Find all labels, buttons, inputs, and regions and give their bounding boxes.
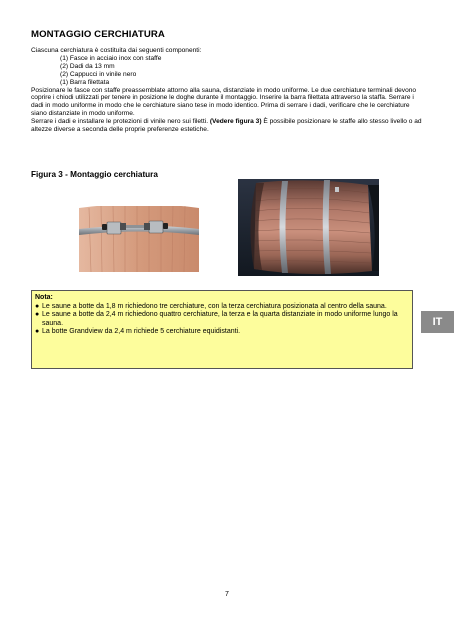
note-item [35,303,407,312]
instructions-paragraph-2 [31,118,426,134]
note-item [35,328,407,337]
bullet-icon: ● [35,328,40,336]
body-text [31,47,426,134]
note-item-text: Le saune a botte da 1,8 m richiedono tre cerchiature, con la terza cerchiatura posizionata al centro della sauna. [42,302,387,310]
barrel-sauna-photo [238,179,379,276]
component-item: (1) Barra filettata [60,78,110,86]
components-list [31,55,426,87]
note-box [31,290,413,369]
instructions-paragraph: Posizionare le fasce con staffe preassemblate attorno alla sauna, distanziate in modo uniforme. Le due cerchiature terminali devono coprire i chiodi utilizzati per tenere in posizione le doghe durante il montaggio. Inserire la barra filettata attraverso la staffa. Serrare i dadi in modo uniforme in modo che le cerchiature siano tese in modo identico. Prima di serrare i dadi, verificare che le cerchiature siano distanziate in modo uniforme. [31,86,417,118]
section-title: MONTAGGIO CERCHIATURA [31,29,165,40]
note-item [35,311,407,328]
barrel-sauna-image [238,179,379,276]
note-list [35,303,407,337]
paragraph2-end: È possibile posizionare le staffe allo stesso livello o ad altezze diverse a seconda delle proprie preferenze estetiche. [31,118,422,134]
hoop-bracket-photo [79,196,199,272]
intro-text: Ciascuna cerchiatura è costituita dai seguenti componenti: [31,47,202,54]
bullet-icon: ● [35,302,40,310]
component-item: (2) Cappucci in vinile nero [60,70,137,78]
note-title: Nota: [35,294,53,301]
note-item-text: Le saune a botte da 2,4 m richiedono quattro cerchiature, la terza e la quarta distanziate in modo uniforme lungo la sauna. [42,311,398,327]
note-item-text: La botte Grandview da 2,4 m richiede 5 cerchiature equidistanti. [42,328,241,336]
paragraph2-start: Serrare i dadi e installare le protezioni di vinile nero sui filetti. [31,118,210,126]
language-tab: IT [421,311,454,333]
hoop-bracket-image [79,196,199,272]
figure-reference: (Vedere figura 3) [209,118,262,126]
component-item: (2) Dadi da 13 mm [60,62,115,70]
figure-caption: Figura 3 - Montaggio cerchiatura [31,170,158,179]
bullet-icon: ● [35,311,40,319]
page-number: 7 [225,591,229,598]
component-item: (1) Fasce in acciaio inox con staffe [60,54,162,62]
